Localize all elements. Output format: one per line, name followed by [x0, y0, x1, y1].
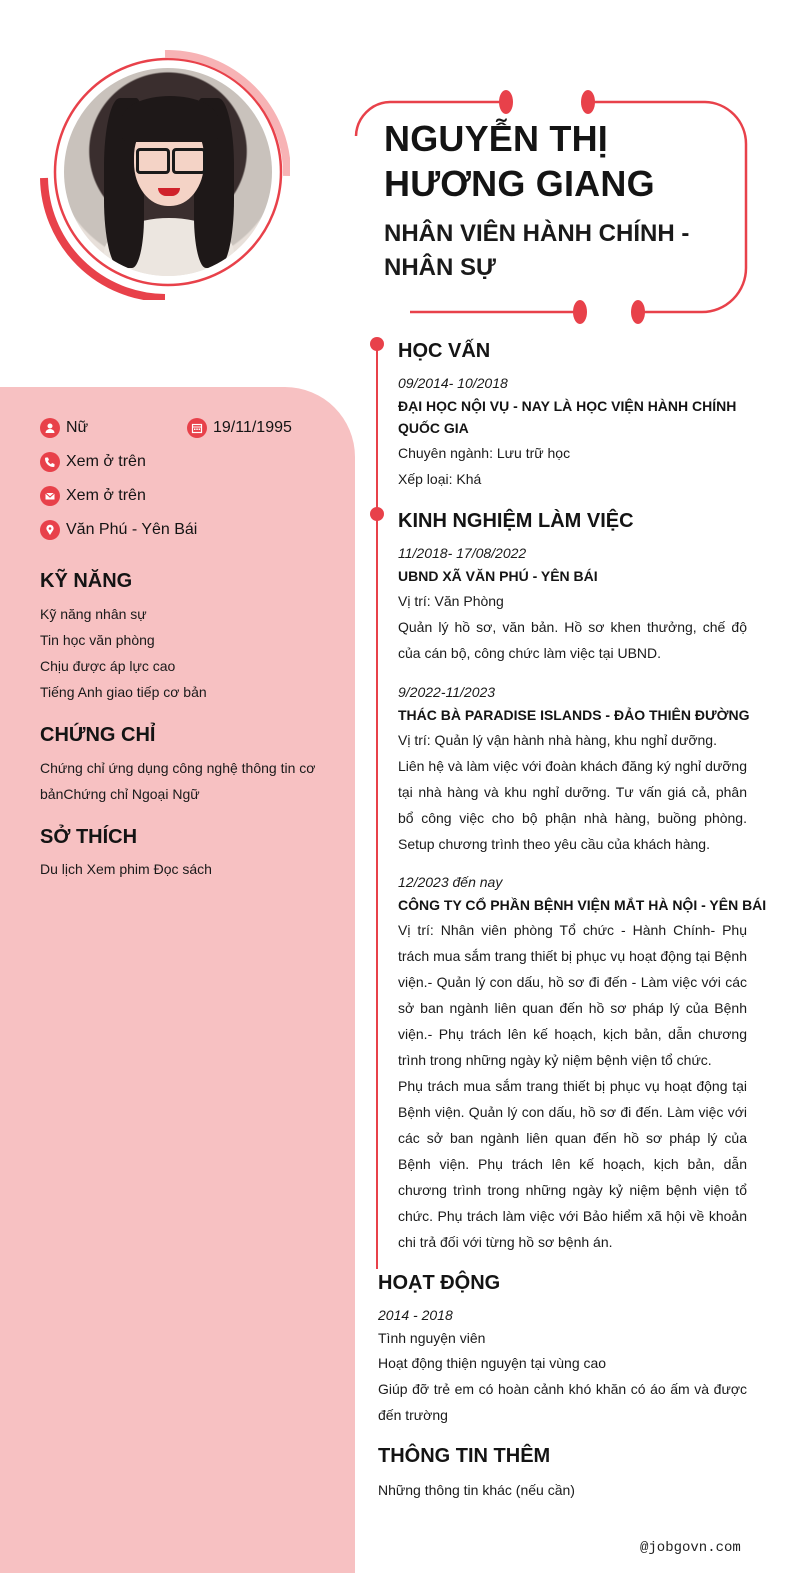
address-value: Văn Phú - Yên Bái	[66, 521, 198, 538]
timeline-dot	[370, 507, 384, 521]
address-row	[40, 520, 197, 540]
job-company: CÔNG TY CỔ PHẦN BỆNH VIỆN MẮT HÀ NỘI - YÊN BÁI	[398, 897, 767, 913]
phone-icon	[40, 452, 60, 472]
activity-role: Tình nguyện viên	[378, 1330, 486, 1346]
extra-info-heading: THÔNG TIN THÊM	[378, 1445, 551, 1467]
experience-heading: KINH NGHIỆM LÀM VIỆC	[398, 510, 634, 532]
person-icon	[40, 418, 60, 438]
timeline-line	[376, 344, 378, 1269]
job-company: UBND XÃ VĂN PHÚ - YÊN BÁI	[398, 568, 598, 584]
job-date: 11/2018- 17/08/2022	[398, 545, 527, 561]
skill-item: Tiếng Anh giao tiếp cơ bản	[40, 684, 207, 700]
candidate-name-line1: NGUYỄN THỊ	[384, 118, 609, 159]
location-icon	[40, 520, 60, 540]
phone-value: Xem ở trên	[66, 453, 146, 470]
candidate-name-line2: HƯƠNG GIANG	[384, 163, 655, 204]
activity-name: Hoạt động thiện nguyện tại vùng cao	[378, 1355, 607, 1371]
school-line1: ĐẠI HỌC NỘI VỤ - NAY LÀ HỌC VIỆN HÀNH CHÍNH	[398, 398, 737, 414]
hobbies-text: Du lịch Xem phim Đọc sách	[40, 861, 212, 877]
skill-item: Chịu được áp lực cao	[40, 658, 176, 674]
email-row	[40, 486, 146, 506]
job-description-continued: Phụ trách mua sắm trang thiết bị phục vụ hoạt động tại Bệnh viện. Quản lý con dấu, hồ sơ đi đến. Làm việc với các sở ban ngành liên quan đến hồ sơ pháp lý của Bệnh viện. Phụ trách lên kế hoạch, kịch bản, dẫn chương trình trong những ngày kỷ niệm bệnh viện tổ chức. Phụ trách làm việc với Bảo hiểm xã hội về khoản chi trả đối với từng hồ sơ bệnh án.	[398, 1078, 747, 1250]
email-value: Xem ở trên	[66, 487, 146, 504]
school-line2: QUỐC GIA	[398, 420, 469, 436]
gender-value: Nữ	[66, 419, 89, 436]
phone-row	[40, 452, 146, 472]
job-position: Vị trí: Văn Phòng	[398, 593, 504, 609]
skill-item: Kỹ năng nhân sự	[40, 606, 147, 622]
calendar-icon	[187, 418, 207, 438]
avatar	[40, 50, 290, 300]
job-title-line1: NHÂN VIÊN HÀNH CHÍNH -	[384, 220, 690, 247]
activity-description: Giúp đỡ trẻ em có hoàn cảnh khó khăn có áo ấm và được đến trường	[378, 1381, 747, 1423]
hobbies-heading: SỞ THÍCH	[40, 826, 138, 848]
certificates-line2: bảnChứng chỉ Ngoại Ngữ	[40, 786, 200, 802]
education-major: Chuyên ngành: Lưu trữ học	[398, 445, 571, 461]
certificates-line1: Chứng chỉ ứng dụng công nghệ thông tin cơ	[40, 760, 316, 776]
job-description: Liên hệ và làm việc với đoàn khách đăng ký nghỉ dưỡng tại nhà hàng và khu nghỉ dưỡng. Tư vấn giá cả, phân bổ công việc cho bộ phận nhà hàng, buồng phòng. Setup chương trình theo yêu cầu của khách hàng.	[398, 758, 747, 852]
job-date: 9/2022-11/2023	[398, 684, 496, 700]
left-sidebar-panel	[0, 387, 355, 1573]
education-heading: HỌC VẤN	[398, 340, 491, 362]
watermark: @jobgovn.com	[640, 1540, 741, 1556]
job-title-line2: NHÂN SỰ	[384, 254, 496, 281]
activities-heading: HOẠT ĐỘNG	[378, 1272, 501, 1294]
skill-item: Tin học văn phòng	[40, 632, 155, 648]
job-date: 12/2023 đến nay	[398, 874, 503, 890]
job-description: Quản lý hồ sơ, văn bản. Hồ sơ khen thưởng, chế độ của cán bộ, công chức làm việc tại UBND.	[398, 619, 747, 661]
certificates-heading: CHỨNG CHỈ	[40, 724, 156, 746]
birthday-value: 19/11/1995	[213, 419, 292, 436]
birthday-row	[187, 418, 292, 438]
job-description: Vị trí: Nhân viên phòng Tổ chức - Hành Chính- Phụ trách mua sắm trang thiết bị phục vụ hoạt động tại Bệnh viện.- Quản lý con dấu, hồ sơ đi đến - Làm việc với các sở ban ngành liên quan đến hồ sơ pháp lý của Bệnh viện.- Phụ trách lên kế hoạch, kịch bản, dẫn chương trình trong những ngày kỷ niệm bệnh viện tổ chức.	[398, 922, 747, 1068]
activity-date: 2014 - 2018	[378, 1307, 453, 1323]
gender-row	[40, 418, 88, 438]
job-company: THÁC BÀ PARADISE ISLANDS - ĐẢO THIÊN ĐƯỜNG	[398, 707, 750, 723]
mail-icon	[40, 486, 60, 506]
timeline-dot	[370, 337, 384, 351]
profile-photo	[64, 68, 272, 276]
education-date: 09/2014- 10/2018	[398, 375, 508, 391]
skills-heading: KỸ NĂNG	[40, 570, 133, 592]
job-position: Vị trí: Quản lý vận hành nhà hàng, khu nghỉ dưỡng.	[398, 732, 717, 748]
education-rank: Xếp loại: Khá	[398, 471, 482, 487]
extra-info-text: Những thông tin khác (nếu cần)	[378, 1482, 575, 1498]
